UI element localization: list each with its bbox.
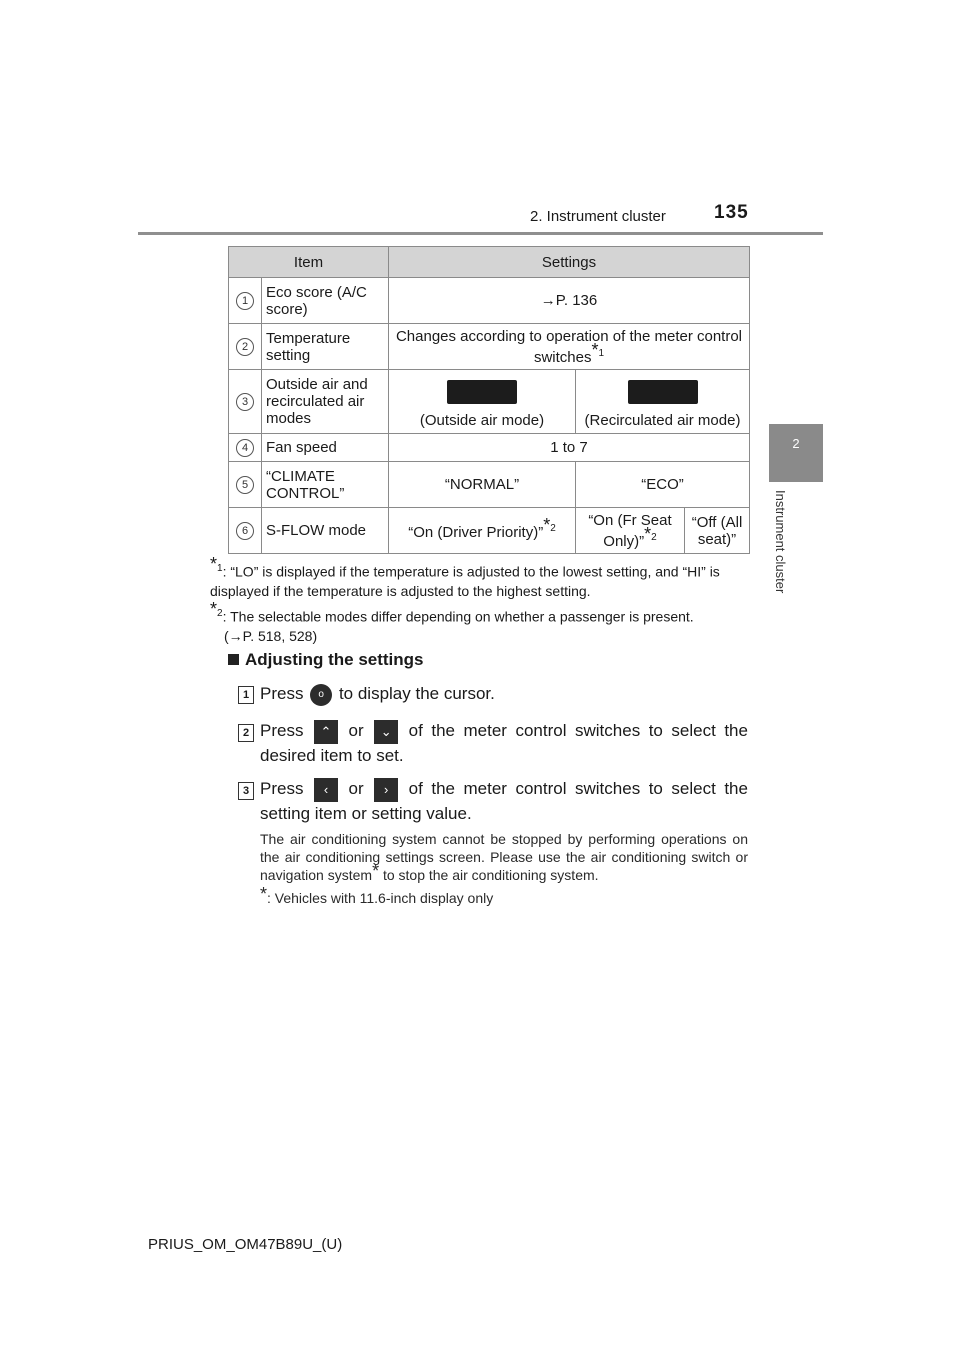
- footnote-ref: 2: [550, 523, 556, 534]
- note-footnote-text: : Vehicles with 11.6-inch display only: [267, 890, 494, 906]
- recirculated-air-icon: [628, 380, 698, 404]
- row-item: Fan speed: [262, 434, 389, 462]
- row-item: Eco score (A/C score): [262, 278, 389, 324]
- chapter-tab: 2: [769, 424, 823, 482]
- note-text: [260, 830, 748, 884]
- table-header-row: [229, 247, 750, 278]
- step-text: Press: [260, 721, 304, 740]
- asterisk-icon: *: [372, 861, 380, 881]
- section-title: [228, 650, 424, 670]
- step-text: or: [348, 721, 364, 740]
- document-code: PRIUS_OM_OM47B89U_(U): [148, 1236, 343, 1253]
- footnote-text: : The selectable modes differ depending on whether a passenger is present.: [222, 608, 694, 625]
- note-footnote: [260, 884, 748, 907]
- step-text: Press: [260, 684, 304, 703]
- row-option: [576, 508, 685, 554]
- row-item: “CLIMATE CONTROL”: [262, 462, 389, 508]
- page-number: 135: [714, 202, 749, 223]
- row-setting: 1 to 7: [389, 434, 750, 462]
- footnote-mark: 1: [217, 563, 223, 574]
- section-title-text: Adjusting the settings: [245, 650, 424, 669]
- row-item: Outside air and recirculated air modes: [262, 370, 389, 434]
- footnote-ref-text: (→P. 518, 528): [224, 627, 318, 644]
- settings-table: [228, 246, 750, 554]
- note-body: The air conditioning system cannot be stopped by performing operations on the air conditioning settings screen. Please use the air conditioning switch or navigation system: [260, 831, 748, 883]
- row-option: [389, 370, 576, 434]
- table-row: [229, 370, 750, 434]
- step-text: of the meter control switches to select the setting item or setting value.: [260, 779, 748, 823]
- footnote-text: : “LO” is displayed if the temperature is adjusted to the lowest setting, and “HI” is displayed if the temperature is adjusted to the highest setting.: [210, 563, 720, 599]
- row-setting: [389, 324, 750, 370]
- option-label: “On (Fr Seat Only)”: [588, 511, 672, 550]
- row-number: 4: [236, 439, 254, 457]
- row-number: 1: [236, 292, 254, 310]
- row-option: [389, 508, 576, 554]
- asterisk-icon: *: [260, 884, 268, 904]
- step-text: or: [348, 779, 364, 798]
- asterisk-icon: *: [210, 599, 218, 619]
- footnote-1: [210, 554, 750, 601]
- footnote-2: [210, 599, 750, 646]
- row-option: [576, 370, 750, 434]
- option-label: “On (Driver Priority)”: [408, 524, 544, 541]
- step-3: [260, 777, 748, 826]
- row-number: 3: [236, 393, 254, 411]
- row-item: Temperature setting: [262, 324, 389, 370]
- asterisk-icon: *: [591, 339, 599, 360]
- asterisk-icon: *: [543, 515, 551, 535]
- chevron-left-icon: ‹: [314, 778, 338, 802]
- chevron-right-icon: ›: [374, 778, 398, 802]
- outside-air-icon: [447, 380, 517, 404]
- row-number: 5: [236, 476, 254, 494]
- chapter-label: Instrument cluster: [773, 490, 788, 594]
- step-text: to display the cursor.: [338, 684, 495, 703]
- table-row: [229, 434, 750, 462]
- table-row: [229, 462, 750, 508]
- row-option: “NORMAL”: [389, 462, 576, 508]
- section-header: 2. Instrument cluster: [530, 208, 666, 225]
- table-row: [229, 278, 750, 324]
- footnote-ref: 1: [598, 347, 605, 359]
- step-number: 1: [238, 686, 254, 704]
- step-number: 2: [238, 724, 254, 742]
- table-row: [229, 508, 750, 554]
- square-bullet-icon: [228, 654, 239, 665]
- asterisk-icon: *: [644, 523, 652, 544]
- row-item: S-FLOW mode: [262, 508, 389, 554]
- chevron-down-icon: ⌄: [374, 720, 398, 744]
- step-number: 3: [238, 782, 254, 800]
- row-number: 6: [236, 522, 254, 540]
- option-label: (Recirculated air mode): [584, 412, 741, 429]
- header-rule: [138, 232, 823, 235]
- option-label: (Outside air mode): [419, 412, 545, 429]
- col-item-header: Item: [229, 247, 389, 278]
- col-settings-header: Settings: [389, 247, 750, 278]
- row-setting-text: Changes according to operation of the meter control switches: [395, 327, 743, 366]
- footnote-ref: 2: [651, 531, 657, 543]
- note-end: to stop the air conditioning system.: [382, 867, 599, 883]
- row-option: “Off (All seat)”: [685, 508, 750, 554]
- table-row: [229, 324, 750, 370]
- ok-button-icon: o: [310, 684, 332, 706]
- row-setting: →P. 136: [389, 278, 750, 324]
- row-option: “ECO”: [576, 462, 750, 508]
- step-2: [260, 719, 748, 768]
- step-text: Press: [260, 779, 304, 798]
- step-text: of the meter control switches to select the desired item to set.: [260, 721, 748, 765]
- row-number: 2: [236, 338, 254, 356]
- chevron-up-icon: ⌃: [314, 720, 338, 744]
- footnote-mark: 2: [217, 608, 223, 619]
- step-1: [260, 682, 748, 706]
- asterisk-icon: *: [210, 554, 218, 574]
